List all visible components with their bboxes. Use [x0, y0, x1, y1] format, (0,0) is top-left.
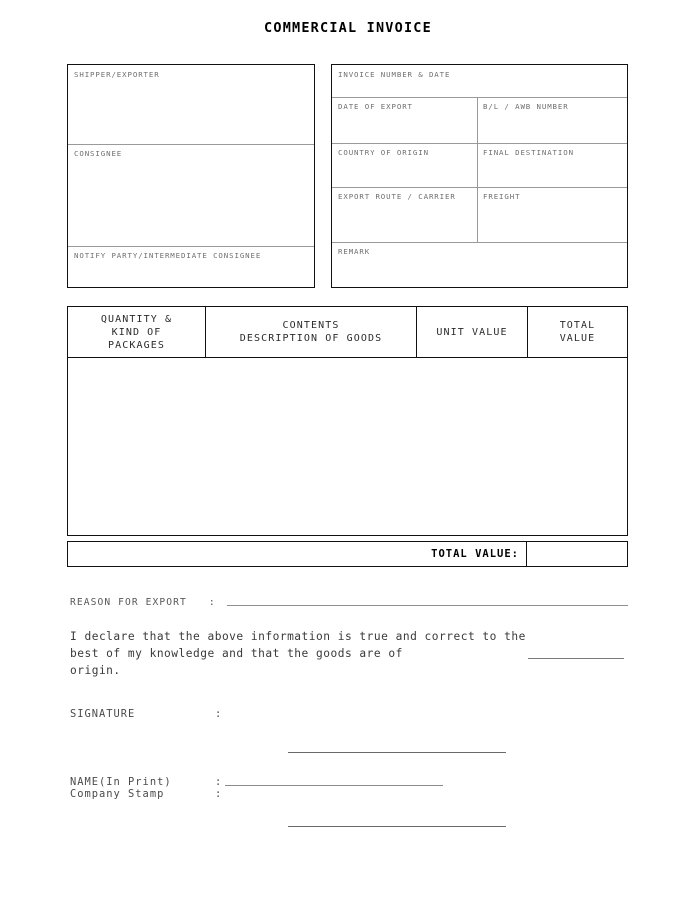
- company-stamp-label: Company Stamp: [70, 788, 165, 800]
- company-stamp-colon: :: [215, 788, 222, 800]
- final-destination-label: FINAL DESTINATION: [483, 148, 574, 157]
- column-header-quantity-line2: KIND OF: [111, 326, 162, 338]
- date-of-export-label: DATE OF EXPORT: [338, 102, 413, 111]
- column-header-unit-value: [416, 307, 527, 357]
- goods-table-body[interactable]: [68, 358, 627, 535]
- invoice-number-date-cell[interactable]: [332, 65, 627, 97]
- export-route-carrier-label: EXPORT ROUTE / CARRIER: [338, 192, 456, 201]
- export-route-carrier-cell[interactable]: [332, 187, 477, 242]
- name-in-print-colon: :: [215, 776, 222, 788]
- goods-table-header-row: [68, 307, 627, 358]
- column-header-quantity-line1: QUANTITY &: [100, 313, 173, 325]
- reason-for-export-colon: :: [208, 597, 215, 608]
- name-in-print-label: NAME(In Print): [70, 776, 172, 788]
- country-of-origin-label: COUNTRY OF ORIGIN: [338, 148, 429, 157]
- column-header-total-value: [527, 307, 627, 357]
- column-header-total-value-line2: VALUE: [559, 333, 596, 344]
- bl-awb-number-label: B/L / AWB NUMBER: [483, 102, 569, 111]
- consignee-label: CONSIGNEE: [74, 149, 123, 158]
- signature-block: [70, 708, 630, 836]
- column-header-contents-line2: DESCRIPTION OF GOODS: [239, 333, 383, 344]
- final-destination-cell[interactable]: [477, 143, 629, 187]
- declaration-line-3: origin.: [70, 664, 121, 677]
- total-value-label: TOTAL VALUE:: [68, 542, 527, 566]
- notify-party-label: NOTIFY PARTY/INTERMEDIATE CONSIGNEE: [74, 251, 262, 260]
- column-header-unit-value-line1: UNIT VALUE: [436, 326, 508, 338]
- freight-cell[interactable]: [477, 187, 629, 242]
- page-title: COMMERCIAL INVOICE: [264, 20, 432, 36]
- invoice-number-date-label: INVOICE NUMBER & DATE: [338, 70, 451, 79]
- freight-label: FREIGHT: [483, 192, 521, 201]
- remark-label: REMARK: [338, 247, 371, 256]
- column-header-total-value-line1: TOTAL: [559, 320, 596, 331]
- signature-label: SIGNATURE: [70, 708, 136, 720]
- column-header-contents-line1: CONTENTS: [282, 320, 340, 331]
- remark-cell[interactable]: [332, 242, 627, 287]
- shipper-exporter-cell[interactable]: [68, 65, 314, 144]
- column-header-quantity-line3: PACKAGES: [108, 339, 165, 351]
- origin-country-blank[interactable]: [528, 658, 624, 659]
- shipper-parties-box: [67, 64, 315, 288]
- consignee-cell[interactable]: [68, 144, 314, 246]
- invoice-details-box: [331, 64, 628, 288]
- notify-party-cell[interactable]: [68, 246, 314, 287]
- date-of-export-cell[interactable]: [332, 97, 477, 143]
- right-box-column-divider: [477, 97, 478, 242]
- company-stamp-line[interactable]: [288, 826, 506, 827]
- reason-for-export-input[interactable]: [227, 605, 628, 606]
- declaration-statement: [70, 628, 626, 679]
- company-stamp-row: [70, 788, 630, 836]
- declaration-line-2-text: best of my knowledge and that the goods are of: [70, 647, 403, 660]
- total-value-row: [67, 541, 628, 567]
- name-in-print-input[interactable]: [225, 785, 443, 786]
- shipper-exporter-label: SHIPPER/EXPORTER: [74, 70, 160, 79]
- signature-colon: :: [215, 708, 222, 720]
- signature-line[interactable]: [288, 752, 506, 753]
- reason-for-export-row: [70, 597, 628, 608]
- declaration-line-1-text: I declare that the above information is true and correct to the: [70, 630, 526, 643]
- country-of-origin-cell[interactable]: [332, 143, 477, 187]
- goods-table: [67, 306, 628, 536]
- column-header-quantity-kind-of-packages: [68, 307, 205, 357]
- declaration-line-2: [70, 645, 626, 662]
- name-in-print-row: [70, 756, 630, 788]
- reason-for-export-label: REASON FOR EXPORT: [70, 597, 187, 608]
- column-header-contents-description: [205, 307, 416, 357]
- signature-row: [70, 708, 630, 756]
- bl-awb-number-cell[interactable]: [477, 97, 629, 143]
- declaration-line-1: [70, 628, 626, 645]
- total-value-field[interactable]: [527, 542, 627, 566]
